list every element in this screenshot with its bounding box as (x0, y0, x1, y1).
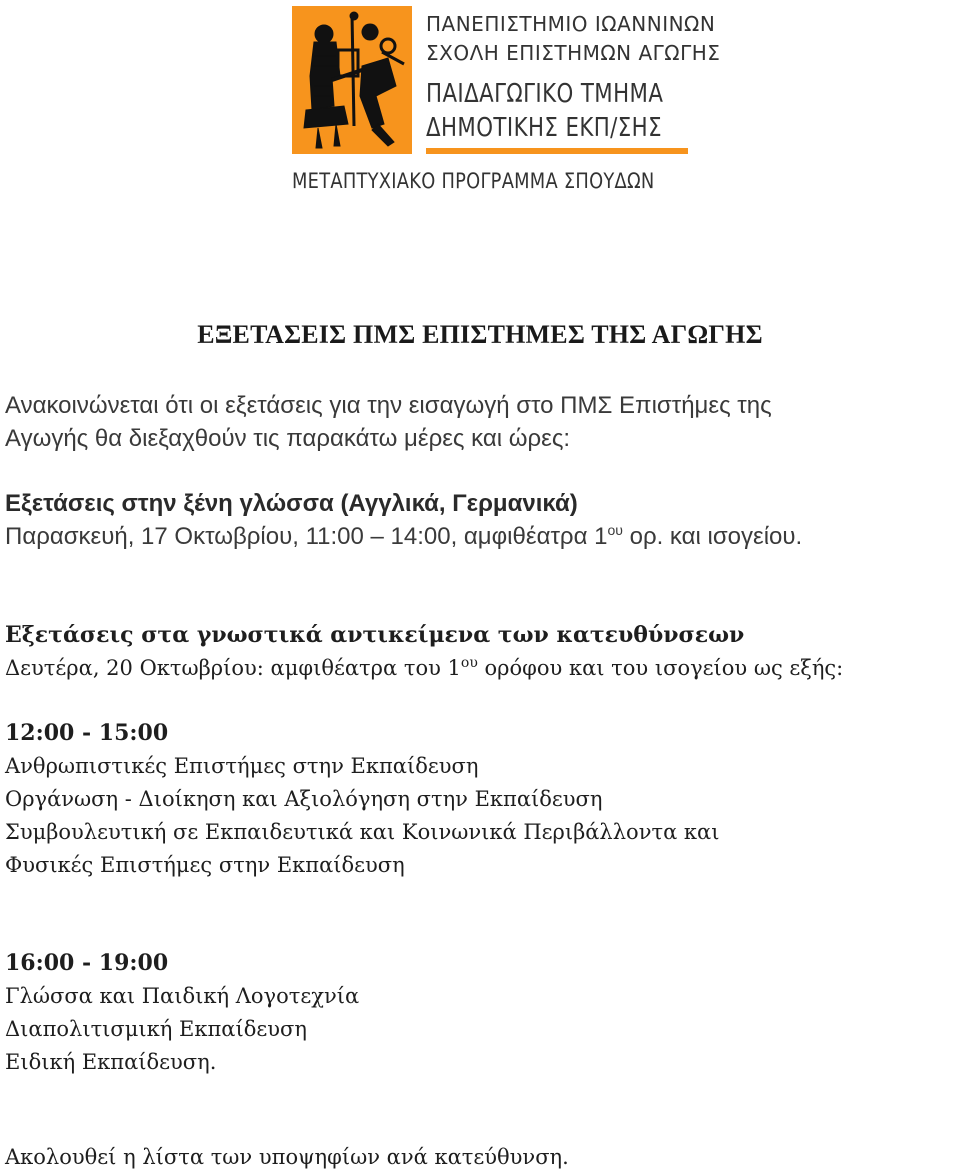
language-exam-details (5, 520, 955, 553)
list-item: Οργάνωση - Διοίκηση και Αξιολόγηση στην Εκπαίδευση (5, 787, 603, 811)
time-slot-2 (5, 947, 955, 1079)
subject-exam-text: Δευτέρα, 20 Οκτωβρίου: αμφιθέατρα του 1 (5, 656, 461, 680)
logo-text (426, 8, 721, 143)
page-title: ΕΞΕΤΑΣΕΙΣ ΠΜΣ ΕΠΙΣΤΗΜΕΣ ΤΗΣ ΑΓΩΓΗΣ (197, 320, 763, 349)
list-item: Διαπολιτισμική Εκπαίδευση (5, 1017, 307, 1041)
list-item: Ειδική Εκπαίδευση. (5, 1050, 217, 1074)
intro-line-1: Ανακοινώνεται ότι οι εξετάσεις για την εισαγωγή στο ΠΜΣ Επιστήμες της (5, 392, 772, 419)
subject-exam-ordinal: ου (460, 655, 478, 671)
subject-exam-details (5, 652, 955, 685)
list-item: Ανθρωπιστικές Επιστήμες στην Εκπαίδευση (5, 754, 479, 778)
program-name: ΜΕΤΑΠΤΥΧΙΑΚΟ ΠΡΟΓΡΑΜΜΑ ΣΠΟΥΔΩΝ (292, 169, 655, 193)
slot-2-time: 16:00 - 19:00 (5, 950, 169, 976)
language-exam-text-end: ορ. και ισογείου. (622, 523, 803, 550)
vase-figures-icon (292, 6, 412, 154)
department-line-1: ΠΑΙΔΑΓΩΓΙΚΟ ΤΜΗΜΑ (426, 79, 664, 109)
language-exam-ordinal: ου (607, 522, 623, 538)
footer-note: Ακολουθεί η λίστα των υποψηφίων ανά κατεύθυνση. (5, 1145, 569, 1169)
list-item: Γλώσσα και Παιδική Λογοτεχνία (5, 984, 360, 1008)
intro-line-2: Αγωγής θα διεξαχθούν τις παρακάτω μέρες και ώρες: (5, 425, 571, 452)
university-name: ΠΑΝΕΠΙΣΤΗΜΙΟ ΙΩΑΝΝΙΝΩΝ (426, 12, 716, 36)
intro-paragraph (5, 389, 955, 455)
subject-exam-text-end: ορόφου και του ισογείου ως εξής: (477, 656, 844, 680)
orange-divider (426, 148, 688, 154)
subject-exam-heading: Εξετάσεις στα γνωστικά αντικείμενα των κατευθύνσεων (5, 622, 745, 648)
logo-emblem (292, 6, 412, 154)
language-exam-text: Παρασκευή, 17 Οκτωβρίου, 11:00 – 14:00, αμφιθέατρα 1 (5, 523, 608, 550)
subject-exam-section (5, 619, 955, 685)
time-slot-1 (5, 717, 955, 882)
school-name: ΣΧΟΛΗ ΕΠΙΣΤΗΜΩΝ ΑΓΩΓΗΣ (426, 41, 721, 65)
slot-1-time: 12:00 - 15:00 (5, 720, 169, 746)
language-exam-section (5, 487, 955, 553)
department-line-2: ΔΗΜΟΤΙΚΗΣ ΕΚΠ/ΣΗΣ (426, 113, 662, 143)
university-logo-header (292, 6, 721, 196)
list-item: Συμβουλευτική σε Εκπαιδευτικά και Κοινωνικά Περιβάλλοντα και (5, 820, 720, 844)
list-item: Φυσικές Επιστήμες στην Εκπαίδευση (5, 853, 405, 877)
language-exam-heading: Εξετάσεις στην ξένη γλώσσα (Αγγλικά, Γερμανικά) (5, 490, 578, 517)
